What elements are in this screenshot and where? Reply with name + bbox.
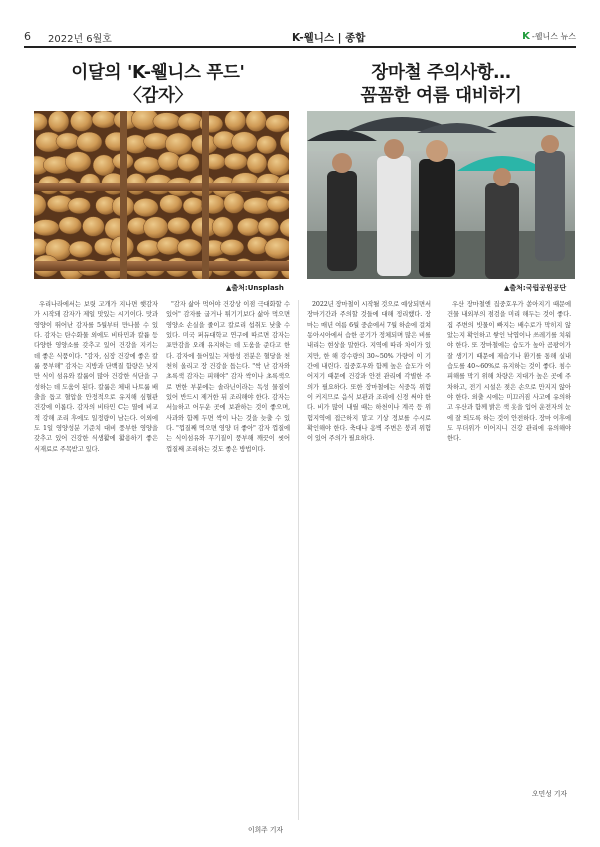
potato-illustration: [34, 111, 289, 279]
publication-logo: [522, 31, 576, 42]
headline-line-1: 이달의 'K-웰니스 푸드': [71, 63, 245, 83]
byline: 오민성 기자: [532, 790, 567, 798]
potato-shape: [134, 157, 161, 174]
umbrella-pedestrians-illustration: [307, 111, 575, 279]
potato-shape: [124, 135, 148, 154]
logo-text: -웰니스 뉴스: [531, 32, 576, 41]
page-header: [24, 30, 576, 46]
potato-shape: [65, 152, 91, 172]
article-column: [447, 300, 571, 445]
photo-credit: ▲출처:국립공원공단: [504, 284, 567, 292]
potato-shape: [177, 239, 202, 256]
potato-shape: [48, 111, 69, 132]
potato-shape: [153, 113, 181, 130]
potato-shape: [177, 154, 199, 172]
issue-date: 2022년 6월호: [48, 34, 112, 45]
column-text: 2022년 장마철이 시작될 것으로 예상되면서 장마기간과 주의할 것들에 대해 정리했다. 장마는 매년 여름 6월 중순에서 7월 하순에 걸쳐 동아시아에서 습한 공기가 정체되며 많은 비를 내리는 현상을 말한다. 지역에 따라 차이가 있지만, 한 해 강수량의 30~50% 가량이 이 기간에 내린다. 집중호우와 함께 높은 습도가 이어지기 때문에 건강과 안전 관리에 각별한 주의가 필요하다. 또한 장마철에는 식중독 위험이 커지므로 음식 보관과 조리에 신경 써야 한다. 비가 많이 내릴 때는 하천이나 계곡 등 위험지역에 접근하지 말고 기상 정보를 수시로 확인해야 한다. 축대나 옹벽 주변은 붕괴 위험이 있어 주의가 필요하다.: [307, 301, 431, 443]
potato-shape: [157, 237, 181, 255]
headline-line-2: 〈감자〉: [124, 86, 192, 106]
potato-shape: [167, 217, 190, 234]
potato-article-headline: [24, 62, 292, 108]
potato-shape: [267, 154, 289, 176]
column-text: 우리나라에서는 보릿 고개가 지나면 햇감자가 시작돼 감자가 제일 맛있는 시기이다. 맛과 영양이 뛰어난 감자를 5월부터 만나볼 수 있다. 감자는 탄수화물 외에도 비타민과 칼륨 등 다양한 영양소를 갖추고 있어 건강을 지키는 데 좋은 식품이다. "감자, 심장 건강에 좋은 칼륨 풍부해" 감자는 지방과 단백질 함량은 낮지만 식이 섬유와 칼륨이 많아 건강한 식단을 구성하는 데 도움이 된다. 칼륨은 체내 나트륨 배출을 돕고 혈압을 안정적으로 유지해 심혈관 건강에 이롭다. 감자의 비타민 C는 열에 비교적 강해 조리 후에도 일정량이 남는다. 이외에도 1일 영양성분 기준치 대비 풍부한 영양을 갖추고 있어 건강한 식생활에 활용하기 좋은 식재료로 주목받고 있다.: [34, 301, 158, 453]
potato-shape: [247, 153, 267, 174]
potato-shape: [265, 238, 289, 259]
rainy-street-photo: [307, 111, 575, 279]
potato-shape: [243, 197, 270, 214]
potato-shape: [224, 193, 244, 213]
byline: 이희주 기자: [248, 826, 283, 834]
potato-shape: [257, 136, 277, 154]
section-title: K-웰니스 | 종합: [292, 32, 366, 44]
potato-shape: [77, 132, 102, 152]
headline-line-2: 꼼꼼한 여름 대비하기: [360, 86, 522, 106]
potato-shape: [258, 218, 279, 236]
potato-shape: [212, 217, 233, 237]
potato-crates-photo: [34, 111, 289, 279]
column-divider: [298, 300, 299, 820]
potato-shape: [220, 239, 244, 255]
column-text: 우산 장마철엔 집중호우가 쏟아지기 때문에 건물 내외부의 점검을 미리 해두는 것이 좋다. 집 주변의 빗물이 빠지는 배수로가 막히지 않았는지 확인하고 쌓인 낙엽이나 쓰레기를 치워야 한다. 또 장마철에는 습도가 높아 곰팡이가 잘 생기기 때문에 제습기나 환기를 통해 실내 습도를 40~60%로 유지하는 것이 좋다. 침수 피해를 막기 위해 차량은 지대가 높은 곳에 주차하고, 전기 시설은 젖은 손으로 만지지 않아야 한다. 외출 시에는 미끄러짐 사고에 유의하고 우산과 함께 밝은 색 옷을 입어 운전자의 눈에 잘 띄도록 하는 것이 안전하다. 장마 이후에도 무더위가 이어지니 건강 관리에 유의해야 한다.: [447, 301, 571, 443]
potato-shape: [165, 133, 192, 155]
potato-shape: [246, 111, 267, 132]
page-number: 6: [24, 30, 31, 43]
potato-shape: [160, 195, 183, 214]
article-column: [307, 300, 431, 445]
potato-shape: [183, 197, 204, 214]
article-column: [166, 300, 290, 455]
article-column: [34, 300, 158, 455]
potato-shape: [82, 217, 104, 237]
potato-shape: [143, 217, 168, 239]
potato-shape: [68, 198, 91, 214]
potato-shape: [133, 198, 158, 216]
potato-shape: [92, 111, 116, 128]
potato-shape: [93, 155, 115, 176]
headline-line-1: 장마철 주의사항…: [371, 63, 511, 83]
potato-shape: [59, 217, 82, 234]
photo-credit: ▲출처:Unsplash: [226, 284, 284, 292]
potato-shape: [56, 133, 80, 150]
potato-shape: [224, 153, 247, 170]
monsoon-article-headline: [306, 62, 576, 108]
potato-shape: [232, 132, 257, 152]
logo-mark: K: [522, 31, 530, 42]
potato-shape: [69, 241, 93, 258]
column-text: "감자 삶아 먹어야 건강상 이점 극대화할 수 있어" 감자를 굽거나 튀기기보다 삶아 먹으면 영양소 손실을 줄이고 칼로리 섭취도 낮출 수 있다. 미국 퍼듀대학교 연구에 따르면 감자는 포만감을 오래 유지하는 데 도움을 준다고 한다. 감자에 들어있는 저항성 전분은 혈당을 천천히 올리고 장 건강을 돕는다. "싹 난 감자와 초록색 감자는 피해야" 감자 싹이나 초록색으로 변한 부분에는 솔라닌이라는 독성 물질이 있어 반드시 제거한 뒤 조리해야 한다. 감자는 서늘하고 어두운 곳에 보관하는 것이 좋으며, 사과와 함께 두면 싹이 나는 것을 늦출 수 있다. "껍질째 먹으면 영양 더 좋아" 감자 껍질에는 식이섬유와 무기질이 풍부해 깨끗이 씻어 껍질째 조리하는 것도 좋은 방법이다.: [166, 301, 290, 453]
potato-shape: [34, 220, 59, 236]
potato-shape: [158, 152, 180, 171]
header-rule: [24, 46, 576, 48]
potato-shape: [70, 111, 92, 131]
potato-shape: [225, 111, 246, 131]
potato-shape: [237, 218, 260, 236]
potato-shape: [266, 115, 289, 132]
potato-shape: [267, 196, 289, 212]
